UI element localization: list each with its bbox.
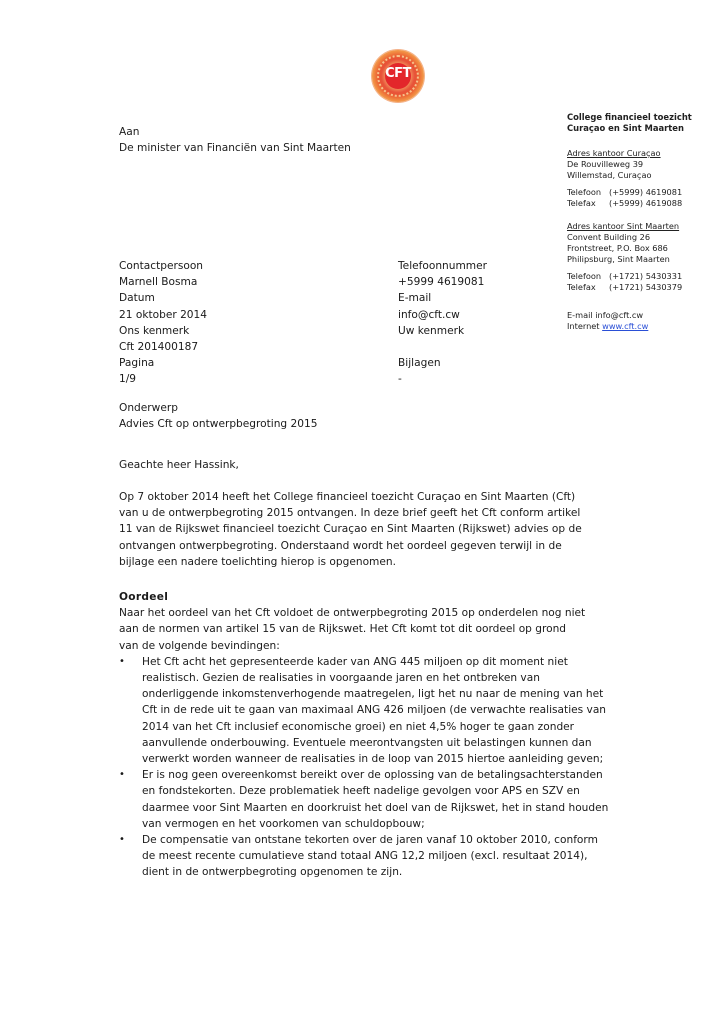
finding-line: 2014 van het Cft inclusief economische groei) en niet 4,5% hoger te gaan zonder: [142, 720, 575, 733]
oordeel-line: van de volgende bevindingen:: [119, 639, 280, 652]
addressee-line-2: De minister van Financiën van Sint Maarten: [119, 142, 351, 155]
sidebar-internet-row: [567, 321, 722, 332]
oordeel-section: [119, 589, 659, 881]
finding-line: verwerkt worden wanneer de realisaties in de loop van 2015 hiertoe aanleiding geven;: [142, 753, 604, 766]
intro-paragraph: [119, 489, 639, 570]
sxm-fax-value: (+1721) 5430379: [609, 282, 683, 292]
curacao-phone-label: Telefoon: [567, 187, 602, 197]
finding-item: [119, 767, 622, 832]
finding-line: Het Cft acht het gepresenteerde kader van ANG 445 miljoen op dit moment niet: [142, 655, 568, 668]
our-reference-value: Cft 201400187: [119, 341, 199, 354]
phone-number-value: +5999 4619081: [398, 276, 485, 289]
addressee-block: [119, 124, 639, 156]
logo-text: CFT: [385, 66, 411, 81]
intro-line: 11 van de Rijkswet financieel toezicht Curaçao en Sint Maarten (Rijkswet) advies op de: [119, 523, 582, 536]
sxm-phone-value: (+1721) 5430331: [609, 271, 683, 281]
finding-line: De compensatie van ontstane tekorten over de jaren vanaf 10 oktober 2010, conform: [142, 834, 598, 847]
subject-value: Advies Cft op ontwerpbegroting 2015: [119, 418, 318, 431]
finding-line: realistisch. Gezien de realisaties in voorgaande jaren en het ontbreken van: [142, 672, 540, 685]
contact-person-value: Marnell Bosma: [119, 276, 198, 289]
cft-logo: [372, 50, 424, 102]
finding-item: [119, 832, 622, 881]
email-label: E-mail: [398, 292, 432, 305]
curacao-address-line-1: De Rouvilleweg 39: [567, 159, 644, 169]
bullet-icon: •: [119, 834, 125, 846]
intro-line: Op 7 oktober 2014 heeft het College financieel toezicht Curaçao en Sint Maarten (Cft): [119, 491, 576, 503]
subject-block: [119, 400, 317, 432]
finding-line: van vermogen en het voorkomen van schuldopbouw;: [142, 817, 425, 830]
sidebar-email-label: E-mail: [567, 310, 593, 320]
oordeel-line: Naar het oordeel van het Cft voldoet de ontwerpbegroting 2015 op onderdelen nog niet: [119, 607, 586, 620]
curacao-fax-row: [567, 198, 722, 209]
email-value: info@cft.cw: [398, 308, 460, 321]
sxm-phone-row: [567, 271, 722, 282]
curacao-fax-label: Telefax: [567, 198, 596, 208]
your-reference-label: Uw kenmerk: [398, 324, 465, 337]
sxm-address-line-2: Frontstreet, P.O. Box 686: [567, 243, 668, 253]
finding-line: dient in de ontwerpbegroting opgenomen te zijn.: [142, 866, 403, 879]
finding-line: aanvullende onderbouwing. Eventuele meerontvangsten uit belastingen kunnen dan: [142, 736, 592, 749]
sxm-address-line-3: Philipsburg, Sint Maarten: [567, 254, 670, 264]
oordeel-paragraph: [119, 605, 624, 654]
sidebar-internet-label: Internet: [567, 321, 600, 331]
website-link[interactable]: www.cft.cw: [602, 321, 649, 331]
sxm-phone-label: Telefoon: [567, 271, 602, 281]
intro-line: van u de ontwerpbegroting 2015 ontvangen. In deze brief geeft het Cft conform artikel: [119, 507, 581, 520]
metadata-left-column: [119, 258, 207, 388]
oordeel-line: aan de normen van artikel 15 van de Rijkswet. Het Cft komt tot dit oordeel op grond: [119, 623, 567, 636]
finding-line: Er is nog geen overeenkomst bereikt over de oplossing van de betalingsachterstanden: [142, 769, 603, 782]
curacao-phone-value: (+5999) 4619081: [609, 187, 683, 197]
finding-line: de meest recente cumulatieve stand totaal ANG 12,2 miljoen (excl. resultaat 2014),: [142, 850, 588, 863]
intro-line: bijlage een nadere toelichting hierop is opgenomen.: [119, 555, 396, 568]
sidebar-email-row: [567, 310, 722, 321]
org-name-line-1: College financieel toezicht: [567, 112, 692, 122]
salutation: Geachte heer Hassink,: [119, 459, 239, 471]
attachments-value: -: [398, 373, 402, 386]
oordeel-heading: Oordeel: [119, 591, 169, 603]
sxm-address-line-1: Convent Building 26: [567, 232, 651, 242]
our-reference-label: Ons kenmerk: [119, 324, 190, 337]
sxm-fax-label: Telefax: [567, 282, 596, 292]
findings-list: [119, 654, 659, 881]
sxm-office-title: Adres kantoor Sint Maarten: [567, 221, 680, 231]
addressee-line-1: Aan: [119, 126, 140, 138]
bullet-icon: •: [119, 655, 125, 667]
finding-item: [119, 654, 622, 767]
curacao-address-line-2: Willemstad, Curaçao: [567, 170, 652, 180]
page-label: Pagina: [119, 357, 155, 370]
attachments-label: Bijlagen: [398, 357, 441, 370]
curacao-office: [567, 148, 722, 209]
subject-label: Onderwerp: [119, 402, 178, 414]
contact-person-label: Contactpersoon: [119, 260, 204, 272]
curacao-phone-row: [567, 187, 722, 198]
page-value: 1/9: [119, 373, 137, 386]
finding-line: Cft in de rede uit te gaan van maximaal ANG 426 miljoen (de verwachte realisaties van: [142, 704, 607, 717]
curacao-office-title: Adres kantoor Curaçao: [567, 148, 661, 158]
sidebar-email-value: info@cft.cw: [595, 310, 644, 320]
finding-line: en fondstekorten. Deze problematiek heeft nadelige gevolgen voor APS en SZV en: [142, 785, 580, 798]
sint-maarten-office: [567, 221, 722, 293]
metadata-right-column: [398, 258, 487, 388]
finding-line: daarmee voor Sint Maarten en doorkruist het doel van de Rijkswet, het in stand houden: [142, 801, 609, 814]
intro-line: ontvangen ontwerpbegroting. Onderstaand wordt het oordeel gegeven terwijl in de: [119, 539, 562, 552]
bullet-icon: •: [119, 769, 125, 781]
sxm-fax-row: [567, 282, 722, 293]
your-reference-value: [398, 339, 487, 355]
curacao-fax-value: (+5999) 4619088: [609, 198, 683, 208]
finding-line: onderliggende inkomstenverhogende maatregelen, ligt het nu naar de mening van het: [142, 688, 604, 701]
date-value: 21 oktober 2014: [119, 308, 208, 321]
date-label: Datum: [119, 292, 155, 305]
phone-number-label: Telefoonnummer: [398, 260, 487, 272]
org-name-line-2: Curaçao en Sint Maarten: [567, 123, 684, 133]
